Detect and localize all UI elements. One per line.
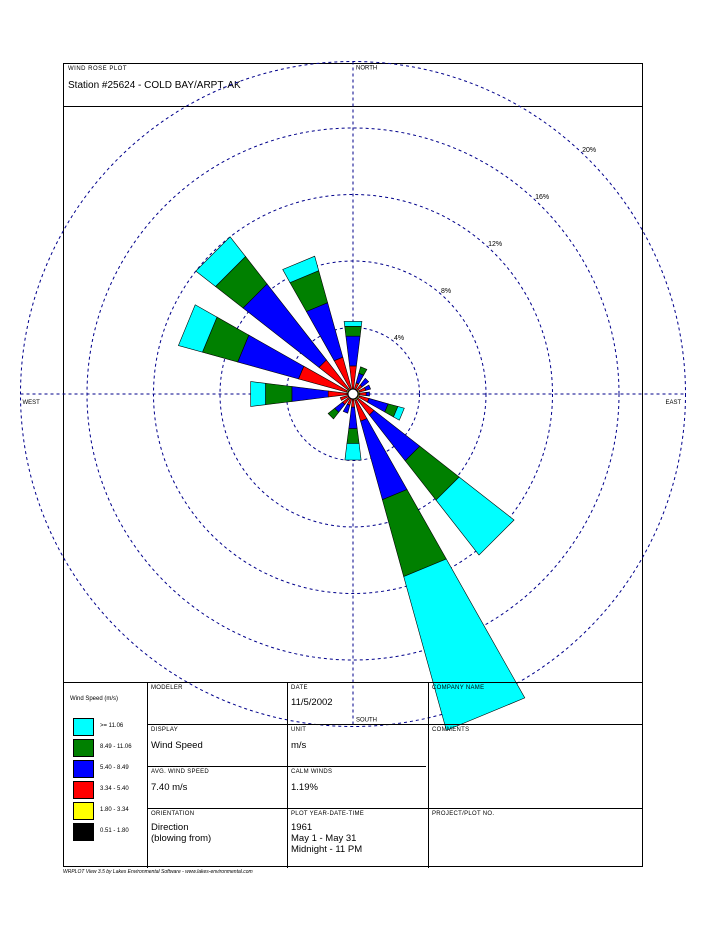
plot-year-label: PLOT YEAR-DATE-TIME bbox=[291, 811, 365, 817]
plot-subtitle: WIND ROSE PLOT bbox=[68, 66, 128, 72]
plot-date-range: May 1 - May 31 bbox=[291, 833, 357, 844]
petal-SE-bin-5 bbox=[436, 477, 514, 555]
date-value: 11/5/2002 bbox=[291, 697, 333, 708]
legend-label: 5.40 - 8.49 bbox=[100, 765, 129, 771]
ring-label: 8% bbox=[441, 287, 452, 295]
station-title: Station #25624 - COLD BAY/ARPT, AK bbox=[68, 80, 241, 91]
petal-NNE-bin-4 bbox=[359, 367, 367, 375]
orientation-label: ORIENTATION bbox=[151, 811, 195, 817]
legend-label: >= 11.06 bbox=[100, 723, 124, 729]
wind-speed-legend bbox=[64, 682, 147, 868]
plot-year-value: 1961 bbox=[291, 822, 313, 833]
petal-W-bin-4 bbox=[266, 383, 292, 404]
petal-W-bin-3 bbox=[292, 387, 328, 402]
petal-ENE-bin-3 bbox=[365, 385, 371, 390]
unit-value: m/s bbox=[291, 740, 307, 751]
date-label: DATE bbox=[291, 685, 308, 691]
direction-label-north: NORTH bbox=[356, 65, 378, 72]
legend-label: 8.49 - 11.06 bbox=[100, 744, 132, 750]
orientation-line2: (blowing from) bbox=[151, 833, 212, 844]
ring-label: 4% bbox=[394, 334, 405, 342]
petal-S-bin-3 bbox=[349, 407, 357, 429]
legend-label: 0.51 - 1.80 bbox=[100, 828, 129, 834]
legend-swatch bbox=[73, 718, 94, 736]
display-value: Wind Speed bbox=[151, 740, 203, 751]
col-divider-2 bbox=[428, 682, 429, 868]
company-label: COMPANY NAME bbox=[432, 685, 485, 691]
legend-divider bbox=[147, 682, 148, 868]
calm-winds-value: 1.19% bbox=[291, 782, 318, 793]
legend-swatch bbox=[73, 802, 94, 820]
legend-label: 1.80 - 3.34 bbox=[100, 807, 129, 813]
display-label: DISPLAY bbox=[151, 727, 178, 733]
calm-winds-label: CALM WINDS bbox=[291, 769, 333, 775]
ring-label: 20% bbox=[582, 146, 597, 154]
footer-credit: WRPLOT View 3.5 by Lakes Environmental Software - www.lakes-environmental.com bbox=[63, 869, 253, 875]
direction-label-east: EAST bbox=[665, 400, 682, 406]
col-divider-1 bbox=[287, 682, 288, 868]
project-label: PROJECT/PLOT NO. bbox=[432, 811, 495, 817]
legend-swatch bbox=[73, 760, 94, 778]
petal-S-bin-4 bbox=[347, 429, 359, 444]
legend-swatch bbox=[73, 823, 94, 841]
table-divider bbox=[64, 682, 642, 683]
legend-title: Wind Speed (m/s) bbox=[70, 696, 119, 702]
legend-swatch bbox=[73, 781, 94, 799]
plot-frame bbox=[22, 63, 682, 867]
comments-label: COMMENTS bbox=[432, 727, 470, 733]
plot-time-range: Midnight - 11 PM bbox=[291, 844, 363, 855]
ring-label: 16% bbox=[535, 193, 550, 201]
modeler-label: MODELER bbox=[151, 685, 183, 691]
direction-label-south: SOUTH bbox=[356, 717, 377, 724]
petal-N-bin-4 bbox=[345, 326, 362, 336]
petal-E-bin-2 bbox=[360, 392, 367, 395]
legend-swatch bbox=[73, 739, 94, 757]
row-divider-1 bbox=[147, 724, 642, 725]
row-divider-2 bbox=[147, 766, 426, 767]
row-divider-3 bbox=[147, 808, 642, 809]
petal-W-bin-5 bbox=[251, 382, 266, 407]
unit-label: UNIT bbox=[291, 727, 307, 733]
petal-SSE-bin-5 bbox=[404, 559, 525, 730]
petal-S-bin-5 bbox=[345, 444, 361, 461]
ring-label: 12% bbox=[488, 240, 503, 248]
direction-label-west: WEST bbox=[22, 400, 40, 406]
avg-speed-value: 7.40 m/s bbox=[151, 782, 188, 793]
petal-N-bin-5 bbox=[344, 321, 362, 326]
petal-E-bin-3 bbox=[366, 392, 369, 396]
calm-circle bbox=[348, 389, 358, 399]
orientation-line1: Direction bbox=[151, 822, 189, 833]
avg-speed-label: AVG. WIND SPEED bbox=[151, 769, 210, 775]
legend-label: 3.34 - 5.40 bbox=[100, 786, 129, 792]
petal-N-bin-3 bbox=[346, 336, 360, 366]
petal-S-bin-2 bbox=[351, 399, 354, 407]
